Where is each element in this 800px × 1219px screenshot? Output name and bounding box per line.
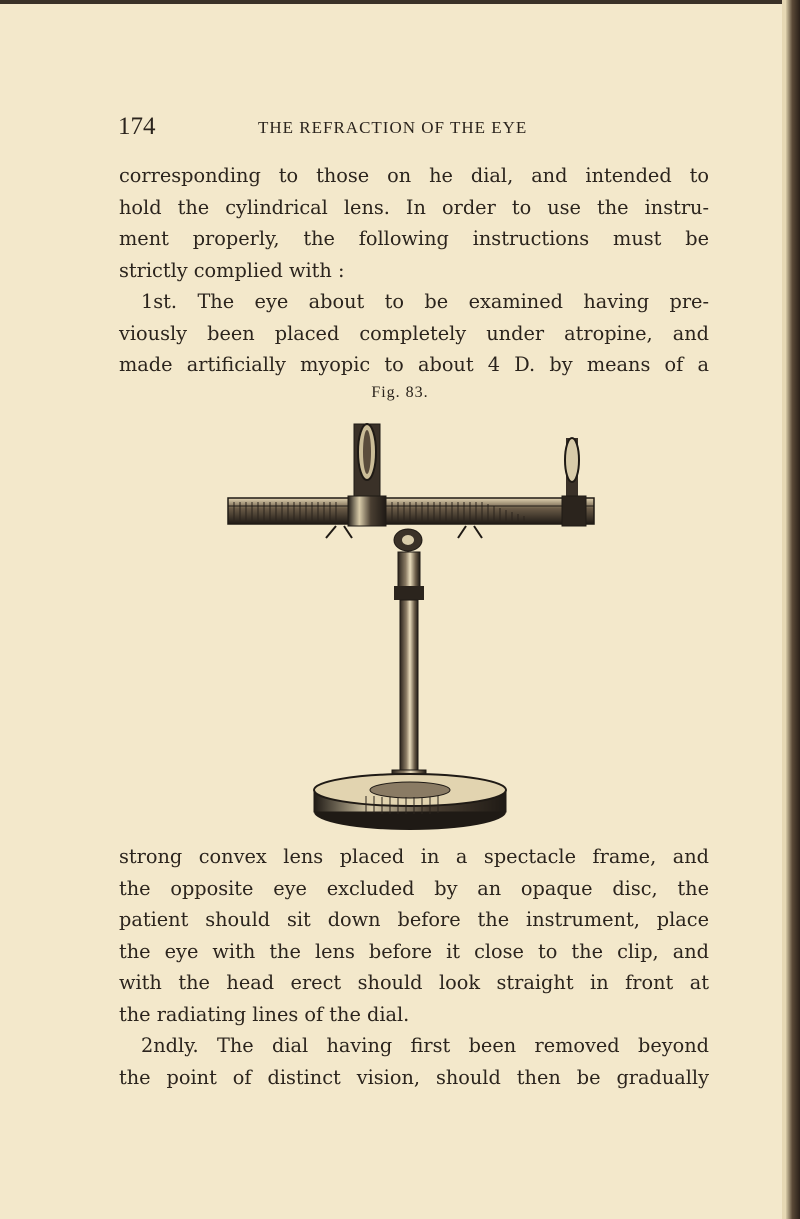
paragraph-after-figure: [119, 841, 709, 1093]
text-line: strong convex lens placed in a spectacle frame, and: [119, 845, 709, 868]
text-line: the eye with the lens before it close to the clip, and: [119, 939, 709, 963]
text-line: ment properly, the following instructions must be: [119, 227, 709, 250]
running-head: THE REFRACTION OF THE EYE: [258, 118, 528, 137]
text-line: the radiating lines of the dial.: [119, 1002, 410, 1026]
text-line: 1st. The eye about to be examined having pre-: [141, 290, 709, 313]
text-line: made artificially myopic to about 4 D. by means of a: [119, 353, 709, 376]
text-line: with the head erect should look straight in front at: [119, 971, 709, 994]
text-line: viously been placed completely under atropine, and: [119, 321, 709, 345]
page-number: 174: [118, 113, 156, 140]
page-header: [118, 113, 708, 143]
text-line: the point of distinct vision, should then be gradually: [119, 1065, 709, 1089]
figure-optometer-illustration: [226, 410, 604, 832]
text-line: hold the cylindrical lens. In order to use the instru-: [119, 195, 709, 219]
figure-caption: Fig. 83.: [371, 384, 429, 401]
paragraph-before-figure: [119, 160, 709, 381]
text-line: strictly complied with :: [119, 258, 345, 282]
text-line: corresponding to those on he dial, and intended to: [119, 164, 709, 187]
text-line: 2ndly. The dial having first been removed beyond: [141, 1034, 709, 1057]
book-binding-edge: [786, 0, 800, 1219]
scan-top-edge: [0, 0, 800, 4]
optometer-stand-drawing: [226, 410, 604, 832]
text-line: the opposite eye excluded by an opaque disc, the: [119, 876, 709, 900]
text-line: patient should sit down before the instrument, place: [119, 908, 709, 931]
